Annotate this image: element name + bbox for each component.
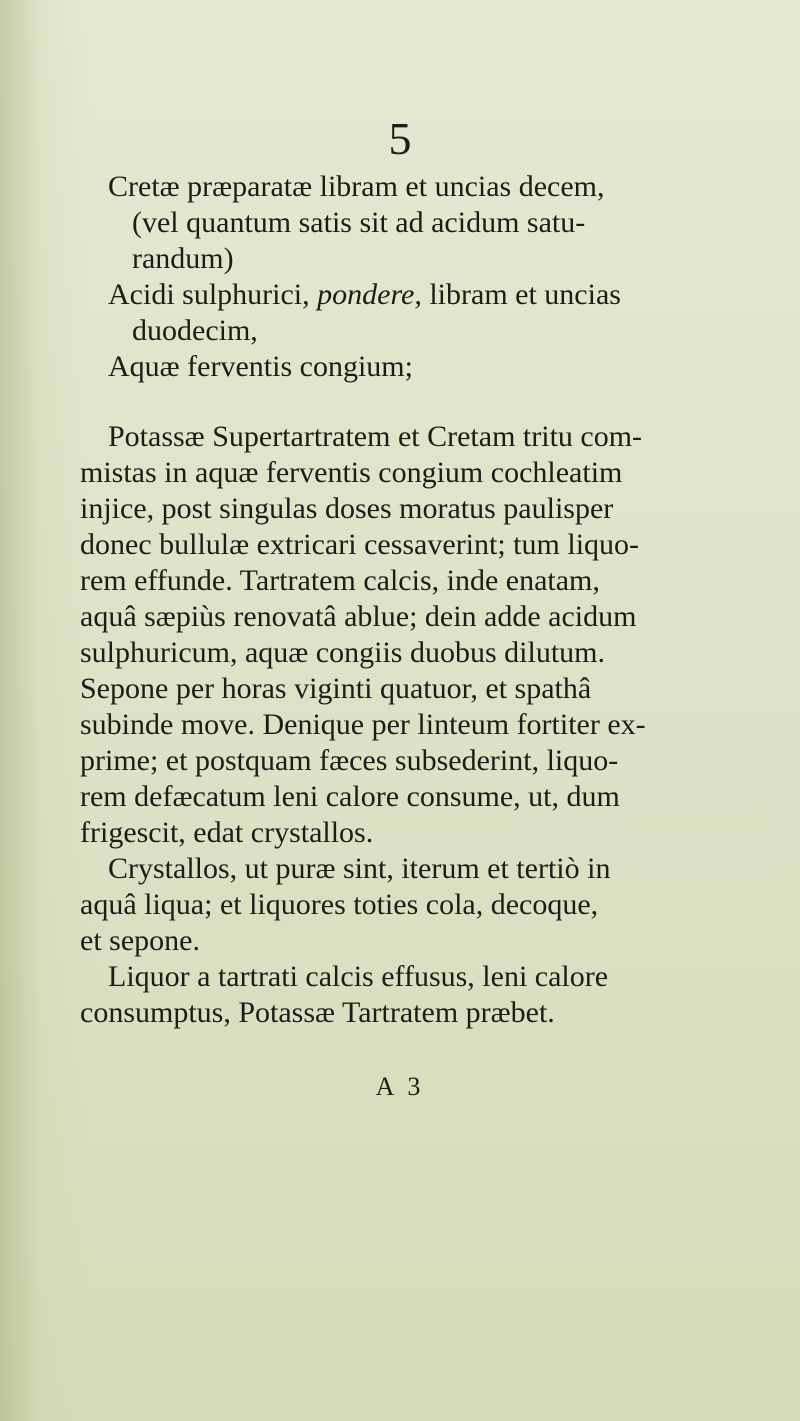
signature-mark: A 3 <box>375 1072 425 1101</box>
para-1-line-11: rem defæcatum leni calore consume, ut, dum <box>80 780 620 813</box>
para-1-line-10: prime; et postquam fæces subsederint, liquo- <box>80 744 619 777</box>
ingredient-2-line-1 <box>108 278 621 312</box>
para-2-line-2: aquâ liqua; et liquores toties cola, decoque, <box>80 888 599 921</box>
para-2-line-3: et sepone. <box>80 924 200 957</box>
ingredient-3-line-1: Aquæ ferventis congium; <box>108 350 413 383</box>
para-1-line-4: donec bullulæ extricari cessaverint; tum liquo- <box>80 528 640 561</box>
ingredient-1-line-1: Cretæ præparatæ libram et uncias decem, <box>108 170 605 203</box>
page-number: 5 <box>388 113 412 164</box>
para-1-line-3: injice, post singulas doses moratus paulisper <box>80 492 614 525</box>
para-1-line-7: sulphuricum, aquæ congiis duobus dilutum. <box>80 636 605 669</box>
ingredient-1-line-2: (vel quantum satis sit ad acidum satu- <box>132 206 586 239</box>
ingredient-2-line-2: duodecim, <box>132 314 258 347</box>
para-1-line-2: mistas in aquæ ferventis congium cochleatim <box>80 456 623 489</box>
para-1-line-9: subinde move. Denique per linteum fortiter ex- <box>80 708 646 741</box>
ingredient-2-prefix: Acidi sulphurici, <box>108 278 318 311</box>
para-1-line-6: aquâ sæpiùs renovatâ ablue; dein adde acidum <box>80 600 637 633</box>
para-3-line-1: Liquor a tartrati calcis effusus, leni calore <box>108 960 609 993</box>
para-1-line-1: Potassæ Supertartratem et Cretam tritu com- <box>108 420 643 453</box>
ingredient-2-italic: pondere, <box>317 278 422 311</box>
ingredient-1-line-3: randum) <box>132 242 234 275</box>
ingredient-2-suffix: libram et uncias <box>421 278 621 311</box>
para-3-line-2: consumptus, Potassæ Tartratem præbet. <box>80 996 555 1029</box>
para-1-line-8: Sepone per horas viginti quatuor, et spathâ <box>80 672 592 705</box>
para-1-line-12: frigescit, edat crystallos. <box>80 816 374 849</box>
para-1-line-5: rem effunde. Tartratem calcis, inde enatam, <box>80 564 600 597</box>
para-2-line-1: Crystallos, ut puræ sint, iterum et tertiò in <box>108 852 611 885</box>
